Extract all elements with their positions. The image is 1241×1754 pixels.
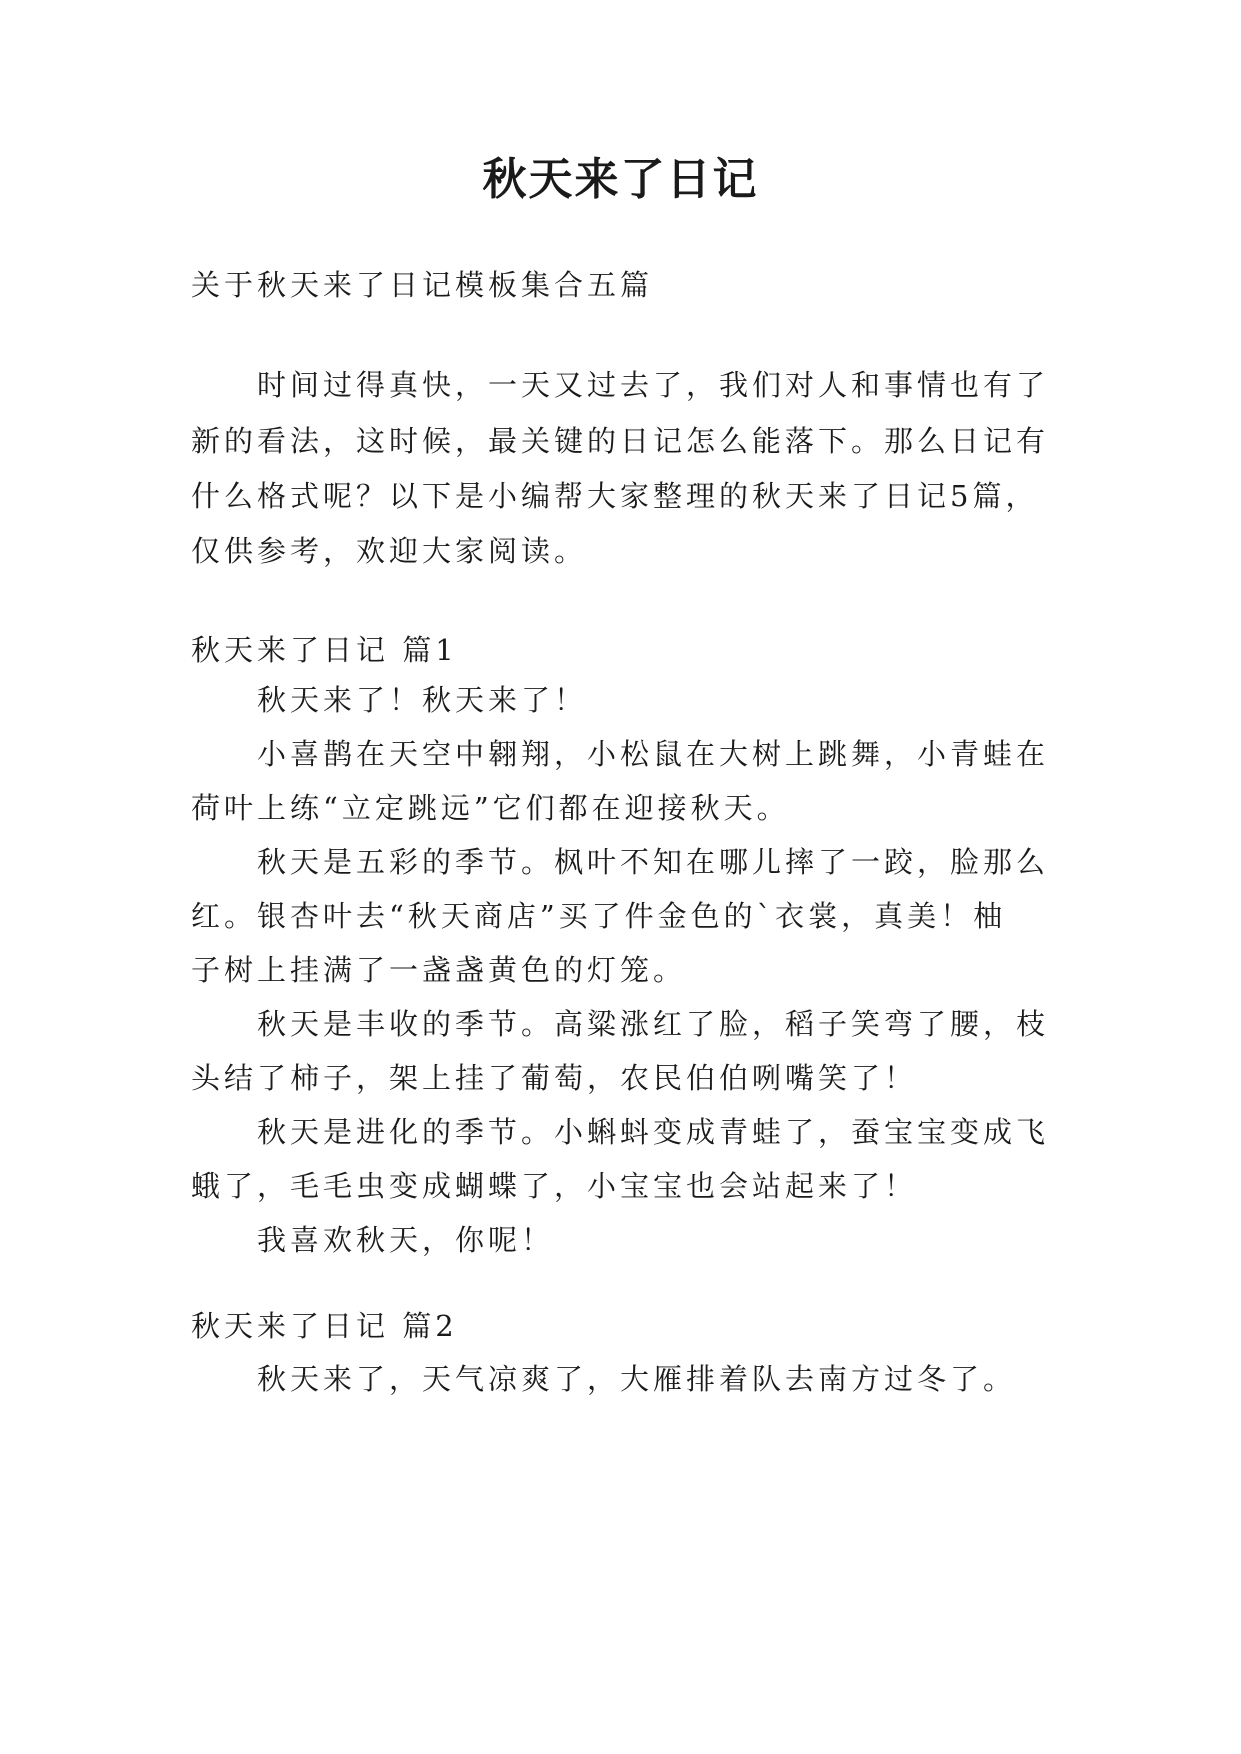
- paragraph-line: 小喜鹊在天空中翱翔，小松鼠在大树上跳舞，小青蛙在: [257, 737, 1050, 771]
- paragraph-line: 红。银杏叶去“秋天商店”买了件金色的`衣裳，真美！柚: [191, 899, 1007, 933]
- intro-line: 仅供参考，欢迎大家阅读。: [191, 534, 588, 568]
- intro-line: 什么格式呢？以下是小编帮大家整理的秋天来了日记5篇，: [191, 479, 1039, 513]
- paragraph-line: 秋天是进化的季节。小蝌蚪变成青蛙了，蚕宝宝变成飞: [257, 1115, 1050, 1149]
- paragraph-line: 子树上挂满了一盏盏黄色的灯笼。: [191, 953, 687, 987]
- paragraph-line: 我喜欢秋天，你呢！: [257, 1223, 555, 1257]
- intro-line: 新的看法，这时候，最关键的日记怎么能落下。那么日记有: [191, 424, 1050, 458]
- paragraph-line: 秋天来了，天气凉爽了，大雁排着队去南方过冬了。: [257, 1362, 1017, 1396]
- paragraph-line: 秋天来了！秋天来了！: [257, 683, 588, 717]
- subtitle: 关于秋天来了日记模板集合五篇: [191, 268, 654, 302]
- section-heading-1: 秋天来了日记 篇1: [191, 633, 458, 667]
- paragraph-line: 秋天是五彩的季节。枫叶不知在哪儿摔了一跤，脸那么: [257, 845, 1050, 879]
- paragraph-line: 荷叶上练“立定跳远”它们都在迎接秋天。: [191, 791, 790, 825]
- section-heading-2: 秋天来了日记 篇2: [191, 1309, 458, 1343]
- page-title: 秋天来了日记: [482, 154, 759, 205]
- paragraph-line: 头结了柿子，架上挂了葡萄，农民伯伯咧嘴笑了！: [191, 1061, 918, 1095]
- intro-line: 时间过得真快，一天又过去了，我们对人和事情也有了: [257, 368, 1050, 402]
- paragraph-line: 蛾了，毛毛虫变成蝴蝶了，小宝宝也会站起来了！: [191, 1169, 918, 1203]
- paragraph-line: 秋天是丰收的季节。高粱涨红了脸，稻子笑弯了腰，枝: [257, 1007, 1050, 1041]
